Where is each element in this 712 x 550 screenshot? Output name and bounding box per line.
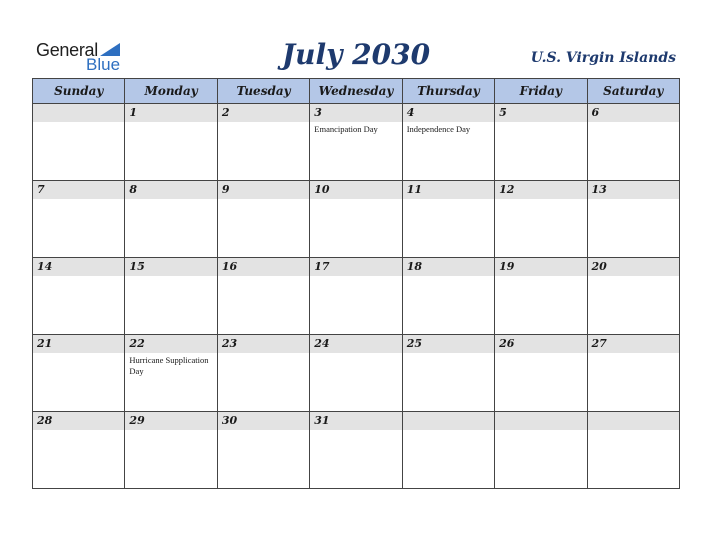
week-row [33, 104, 680, 181]
day-number: 3 [314, 106, 322, 119]
holiday-label [403, 430, 494, 432]
day-cell [587, 335, 679, 412]
day-number: 15 [129, 260, 145, 273]
holiday-label [33, 122, 124, 124]
day-number-bar [310, 104, 401, 122]
day-number: 30 [221, 414, 238, 427]
day-number: 25 [406, 337, 422, 350]
holiday-label [310, 276, 401, 278]
page-title: July 2030 [281, 38, 431, 71]
logo-text-general: General [36, 40, 98, 60]
day-number-bar [588, 412, 679, 430]
region-label: U.S. Virgin Islands [530, 50, 676, 66]
day-cell [310, 258, 402, 335]
holiday-label [588, 353, 679, 355]
day-number-bar [588, 104, 679, 122]
day-cell [495, 258, 587, 335]
day-number: 8 [129, 183, 138, 196]
day-cell [402, 412, 494, 489]
day-cell [402, 258, 494, 335]
week-row [33, 335, 680, 412]
day-cell [125, 181, 217, 258]
holiday-label [218, 122, 309, 124]
day-number-bar [218, 335, 309, 353]
day-number-bar [403, 181, 494, 199]
day-number: 18 [406, 260, 422, 273]
day-number-bar [125, 412, 216, 430]
day-cell [33, 258, 125, 335]
week-row [33, 412, 680, 489]
day-number: 9 [221, 183, 230, 196]
holiday-label: Emancipation Day [314, 124, 378, 134]
weekday-header: Sunday [33, 79, 125, 104]
day-number-bar [403, 104, 494, 122]
day-number-bar [310, 181, 401, 199]
day-number-bar [495, 258, 586, 276]
week-row [33, 258, 680, 335]
day-cell [587, 104, 679, 181]
day-number-bar [310, 412, 401, 430]
holiday-label [218, 199, 309, 201]
holiday-label [310, 199, 401, 201]
day-number-bar [495, 181, 586, 199]
holiday-label [588, 276, 679, 278]
weekday-header: Friday [495, 79, 587, 104]
day-number: 2 [221, 106, 230, 119]
holiday-label [588, 199, 679, 201]
weekday-header: Wednesday [310, 79, 402, 104]
holiday-label [33, 353, 124, 355]
holiday-label [125, 430, 216, 432]
day-number-bar [218, 104, 309, 122]
holiday-label: Hurricane Supplication Day [129, 355, 209, 376]
day-cell [125, 412, 217, 489]
day-cell [310, 412, 402, 489]
day-cell [217, 258, 309, 335]
day-number: 22 [129, 337, 145, 350]
holiday-label [125, 199, 216, 201]
day-number: 11 [406, 183, 422, 196]
calendar-grid [32, 78, 680, 489]
day-cell [217, 412, 309, 489]
day-cell [587, 412, 679, 489]
day-number: 21 [37, 337, 53, 350]
day-number-bar [125, 335, 216, 353]
day-cell [310, 104, 402, 181]
day-number-bar [33, 104, 124, 122]
day-number: 10 [314, 183, 330, 196]
holiday-label [125, 276, 216, 278]
day-cell [587, 258, 679, 335]
day-number: 17 [314, 260, 330, 273]
day-cell [495, 412, 587, 489]
day-cell [217, 104, 309, 181]
day-cell [125, 104, 217, 181]
holiday-label [218, 276, 309, 278]
day-cell [402, 181, 494, 258]
holiday-label [588, 122, 679, 124]
day-number-bar [403, 335, 494, 353]
day-number-bar [588, 181, 679, 199]
day-cell [495, 104, 587, 181]
day-number: 7 [37, 183, 45, 196]
holiday-label [310, 353, 401, 355]
day-number-bar [218, 412, 309, 430]
holiday-label [495, 199, 586, 201]
day-number: 14 [37, 260, 53, 273]
day-cell [495, 335, 587, 412]
holiday-label [495, 430, 586, 432]
weekday-header-row [33, 79, 680, 104]
day-number-bar [218, 181, 309, 199]
day-number-bar [403, 258, 494, 276]
logo-text-blue: Blue [86, 55, 121, 74]
day-number: 29 [129, 414, 145, 427]
holiday-label [125, 122, 216, 124]
day-number-bar [33, 335, 124, 353]
holiday-label [33, 430, 124, 432]
holiday-label [403, 353, 494, 355]
holiday-label [310, 430, 401, 432]
holiday-label [495, 353, 586, 355]
holiday-label [33, 276, 124, 278]
day-number-bar [495, 412, 586, 430]
holiday-label [403, 276, 494, 278]
holiday-label [403, 199, 494, 201]
day-cell [33, 181, 125, 258]
day-number: 19 [499, 260, 515, 273]
day-number: 24 [314, 337, 330, 350]
day-cell [33, 104, 125, 181]
day-number: 1 [129, 106, 138, 119]
day-number: 13 [591, 183, 607, 196]
day-cell [33, 335, 125, 412]
weekday-header: Saturday [587, 79, 679, 104]
day-number-bar [33, 181, 124, 199]
day-cell [402, 104, 494, 181]
day-cell [587, 181, 679, 258]
day-cell [33, 412, 125, 489]
generalblue-logo [36, 40, 136, 74]
day-number: 5 [499, 106, 507, 119]
holiday-label [588, 430, 679, 432]
day-number-bar [125, 258, 216, 276]
day-cell [217, 181, 309, 258]
day-number-bar [125, 181, 216, 199]
holiday-label: Independence Day [406, 124, 471, 134]
holiday-label [495, 122, 586, 124]
day-cell [310, 181, 402, 258]
day-number: 4 [406, 106, 415, 119]
weekday-header: Monday [125, 79, 217, 104]
day-number [588, 412, 679, 414]
day-number: 20 [591, 260, 607, 273]
day-number-bar [495, 104, 586, 122]
day-number-bar [33, 412, 124, 430]
day-number-bar [588, 335, 679, 353]
day-cell [125, 335, 217, 412]
day-number-bar [218, 258, 309, 276]
day-number-bar [33, 258, 124, 276]
day-cell [217, 335, 309, 412]
day-number-bar [495, 335, 586, 353]
holiday-label [33, 199, 124, 201]
day-number: 27 [591, 337, 607, 350]
day-cell [402, 335, 494, 412]
day-number [495, 412, 586, 414]
day-number-bar [588, 258, 679, 276]
day-number: 28 [37, 414, 53, 427]
day-number-bar [310, 335, 401, 353]
day-number: 26 [499, 337, 515, 350]
holiday-label [218, 430, 309, 432]
week-row [33, 181, 680, 258]
weekday-header: Thursday [402, 79, 494, 104]
holiday-label [218, 353, 309, 355]
day-number [403, 412, 494, 414]
day-cell [125, 258, 217, 335]
day-number: 12 [499, 183, 515, 196]
holiday-label [495, 276, 586, 278]
day-number: 31 [314, 414, 330, 427]
day-cell [495, 181, 587, 258]
day-number-bar [125, 104, 216, 122]
day-number-bar [403, 412, 494, 430]
day-number-bar [310, 258, 401, 276]
day-number: 23 [221, 337, 238, 350]
day-number: 6 [591, 106, 600, 119]
weekday-header: Tuesday [217, 79, 309, 104]
day-number [33, 104, 124, 106]
day-number: 16 [221, 260, 238, 273]
day-cell [310, 335, 402, 412]
